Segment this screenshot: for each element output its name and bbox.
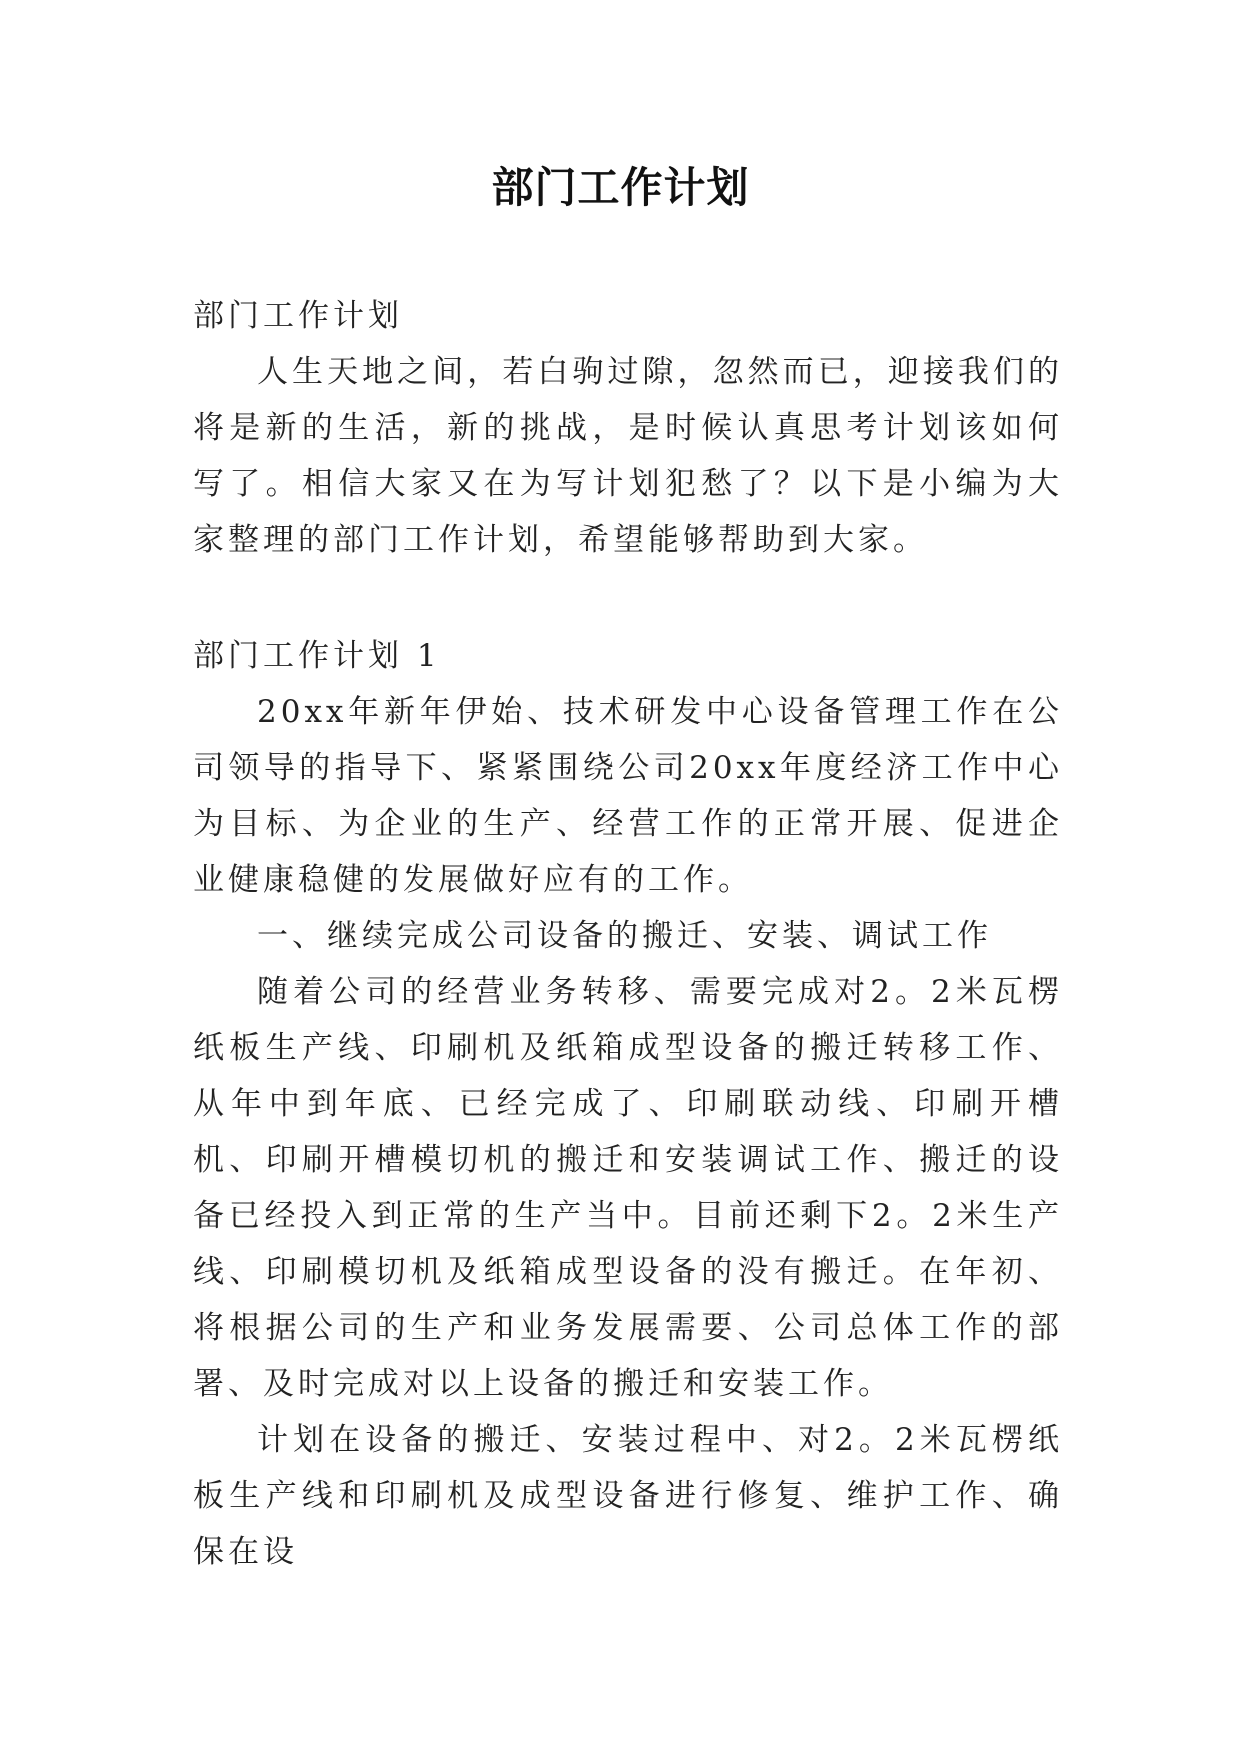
section-1-heading: 部门工作计划 1 [193, 638, 441, 674]
section-1 [193, 628, 1063, 1580]
section-1-paragraph-2: 随着公司的经营业务转移、需要完成对2。2米瓦楞纸板生产线、印刷机及纸箱成型设备的搬迁转移工作、从年中到年底、已经完成了、印刷联动线、印刷开槽机、印刷开槽模切机的搬迁和安装调试工作、搬迁的设备已经投入到正常的生产当中。目前还剩下2。2米生产线、印刷模切机及纸箱成型设备的没有搬迁。在年初、将根据公司的生产和业务发展需要、公司总体工作的部署、及时完成对以上设备的搬迁和安装工作。 [193, 974, 1063, 1402]
intro-section [193, 288, 1063, 568]
intro-paragraph: 人生天地之间，若白驹过隙，忽然而已，迎接我们的将是新的生活，新的挑战，是时候认真思考计划该如何写了。相信大家又在为写计划犯愁了？以下是小编为大家整理的部门工作计划，希望能够帮助到大家。 [193, 354, 1063, 558]
document-title: 部门工作计划 [491, 163, 750, 212]
section-1-paragraph-1: 20xx年新年伊始、技术研发中心设备管理工作在公司领导的指导下、紧紧围绕公司20xx年度经济工作中心为目标、为企业的生产、经营工作的正常开展、促进企业健康稳健的发展做好应有的工作。 [193, 694, 1063, 898]
section-1-subheading: 一、继续完成公司设备的搬迁、安装、调试工作 [257, 918, 992, 954]
section-1-paragraph-3: 计划在设备的搬迁、安装过程中、对2。2米瓦楞纸板生产线和印刷机及成型设备进行修复、维护工作、确保在设 [193, 1422, 1063, 1570]
intro-heading: 部门工作计划 [193, 298, 403, 334]
